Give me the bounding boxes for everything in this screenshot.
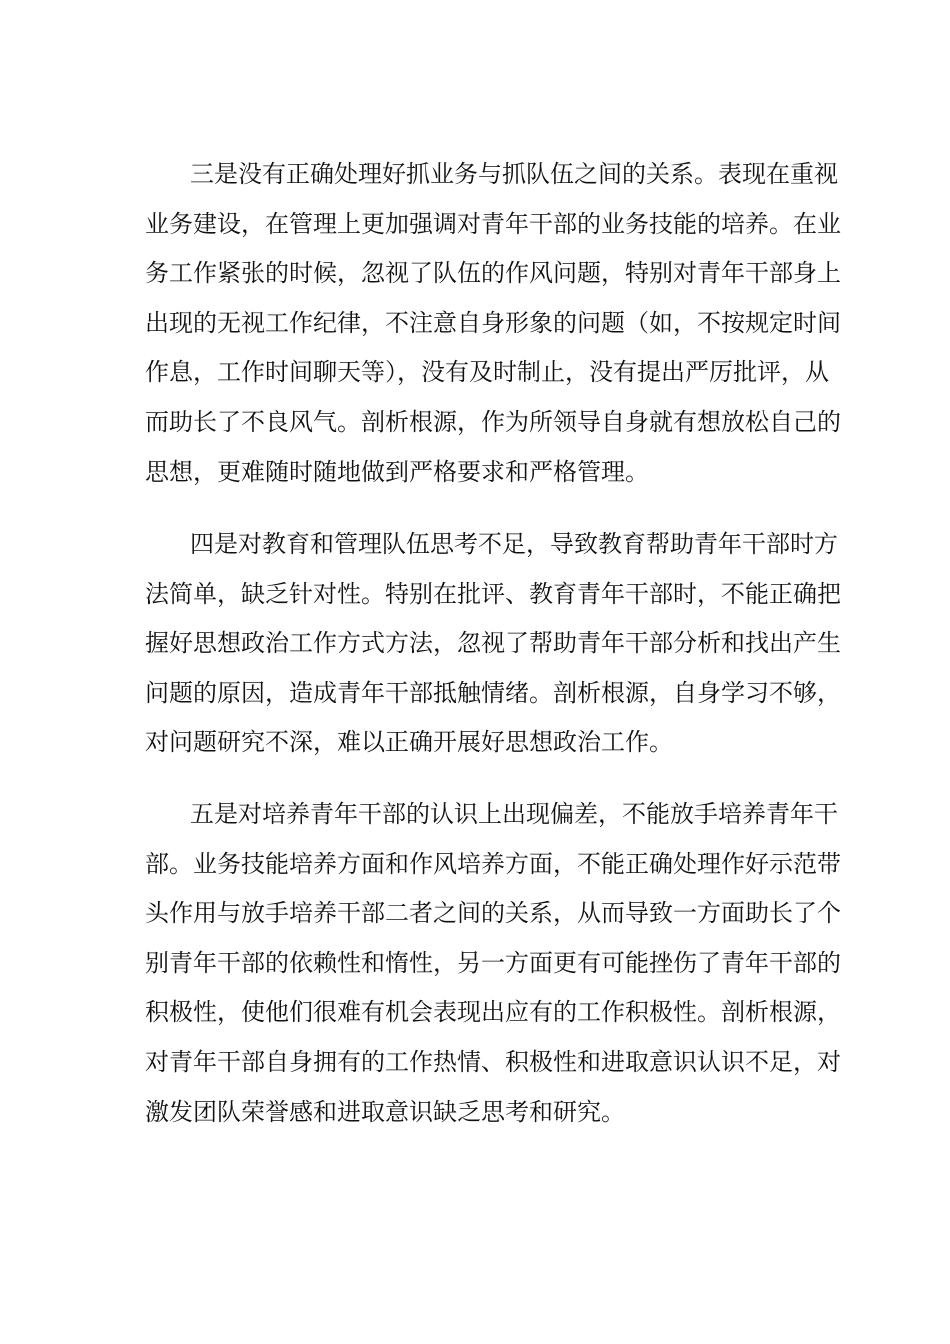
paragraph-line: 思想，更难随时随地做到严格要求和严格管理。 xyxy=(145,457,649,486)
paragraph-line: 四是对教育和管理队伍思考不足，导致教育帮助青年干部时方 xyxy=(190,530,838,558)
paragraph-line: 积极性，使他们很难有机会表现出应有的工作积极性。剖析根源， xyxy=(145,998,841,1027)
paragraph-line: 握好思想政治工作方式方法，忽视了帮助青年干部分析和找出产生 xyxy=(145,629,841,658)
paragraph-4-education-management xyxy=(145,520,841,768)
paragraph-line: 而助长了不良风气。剖析根源，作为所领导自身就有想放松自己的 xyxy=(145,407,841,436)
paragraph-line: 五是对培养青年干部的认识上出现偏差，不能放手培养青年干 xyxy=(190,800,838,828)
paragraph-line: 务工作紧张的时候，忽视了队伍的作风问题，特别对青年干部身上 xyxy=(145,259,841,288)
paragraph-line: 激发团队荣誉感和进取意识缺乏思考和研究。 xyxy=(145,1097,625,1126)
paragraph-3-party-building-vs-business xyxy=(145,150,841,497)
paragraph-line: 对问题研究不深，难以正确开展好思想政治工作。 xyxy=(145,728,673,757)
paragraph-line: 业务建设，在管理上更加强调对青年干部的业务技能的培养。在业 xyxy=(145,209,841,238)
paragraph-line: 三是没有正确处理好抓业务与抓队伍之间的关系。表现在重视 xyxy=(190,160,838,188)
paragraph-line: 法简单，缺乏针对性。特别在批评、教育青年干部时，不能正确把 xyxy=(145,579,841,608)
paragraph-line: 作息，工作时间聊天等），没有及时制止，没有提出严厉批评，从 xyxy=(145,358,829,387)
paragraph-line: 别青年干部的依赖性和惰性，另一方面更有可能挫伤了青年干部的 xyxy=(145,948,841,977)
paragraph-line: 问题的原因，造成青年干部抵触情绪。剖析根源，自身学习不够， xyxy=(145,678,841,707)
paragraph-line: 出现的无视工作纪律，不注意自身形象的问题（如，不按规定时间 xyxy=(145,308,841,337)
paragraph-5-cadre-training xyxy=(145,790,841,1137)
paragraph-line: 头作用与放手培养干部二者之间的关系，从而导致一方面助长了个 xyxy=(145,899,841,928)
paragraph-line: 部。业务技能培养方面和作风培养方面，不能正确处理作好示范带 xyxy=(145,849,841,878)
paragraph-line: 对青年干部自身拥有的工作热情、积极性和进取意识认识不足，对 xyxy=(145,1047,841,1076)
